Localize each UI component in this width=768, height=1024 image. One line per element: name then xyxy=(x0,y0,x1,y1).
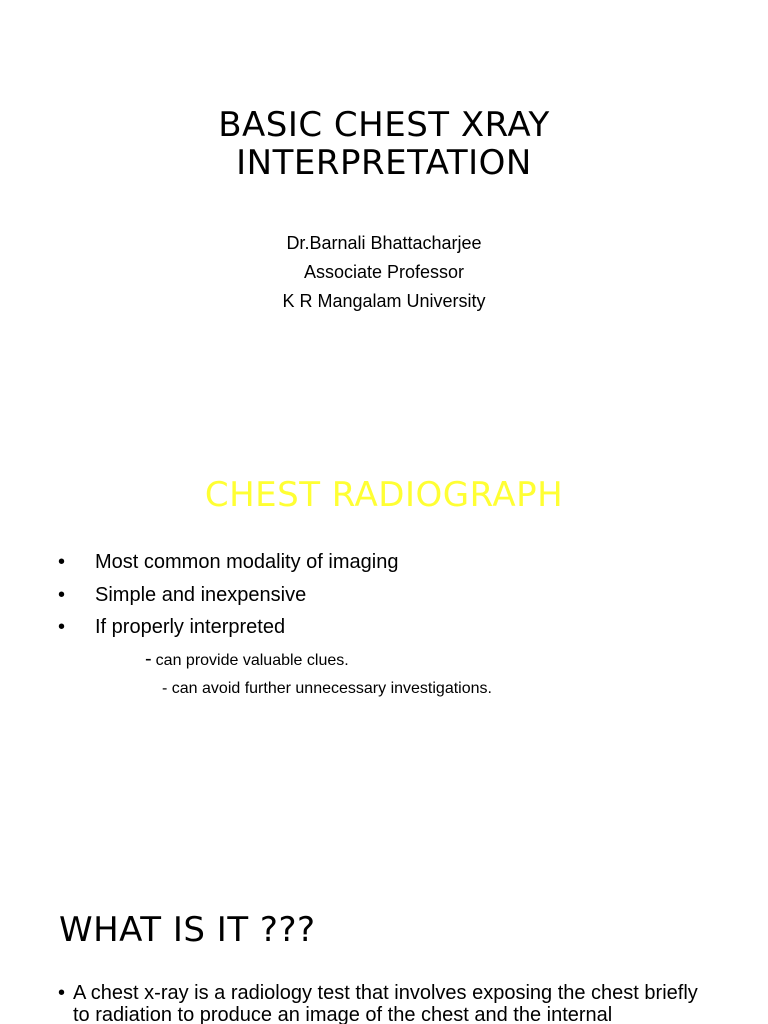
bullet-icon: • xyxy=(58,551,66,573)
sub-point xyxy=(145,648,349,671)
slide-title-heading: CHEST RADIOGRAPH xyxy=(204,475,564,515)
list-item xyxy=(58,546,398,579)
presentation-title xyxy=(0,106,768,182)
bullet-paragraph xyxy=(58,982,718,1024)
title-line: INTERPRETATION xyxy=(236,143,532,183)
bullet-icon: • xyxy=(58,982,66,1004)
bullet-text: If properly interpreted xyxy=(95,616,286,638)
bullet-list xyxy=(58,546,398,644)
sub-point: - can avoid further unnecessary investigations. xyxy=(162,680,492,697)
list-item xyxy=(58,579,398,612)
dash-icon: - xyxy=(145,648,152,670)
sub-point-text: can provide valuable clues. xyxy=(155,652,349,669)
author-block xyxy=(0,229,768,316)
bullet-text: Most common modality of imaging xyxy=(95,551,399,573)
bullet-icon: • xyxy=(58,583,66,606)
paragraph-text: A chest x-ray is a radiology test that involves exposing the chest briefly to radiation to produce an image of the chest and the internal xyxy=(73,982,698,1024)
author-affiliation: K R Mangalam University xyxy=(282,291,486,311)
author-name: Dr.Barnali Bhattacharjee xyxy=(286,233,482,253)
slide-what-is-it xyxy=(0,860,768,1024)
bullet-icon: • xyxy=(58,616,66,638)
slide-chest-radiograph xyxy=(0,430,768,860)
bullet-text: Simple and inexpensive xyxy=(95,583,307,606)
slide-title-heading: WHAT IS IT ??? xyxy=(59,910,316,950)
title-line: BASIC CHEST XRAY xyxy=(218,105,550,145)
slide-title xyxy=(0,0,768,430)
list-item xyxy=(58,611,398,644)
author-position: Associate Professor xyxy=(303,262,465,282)
